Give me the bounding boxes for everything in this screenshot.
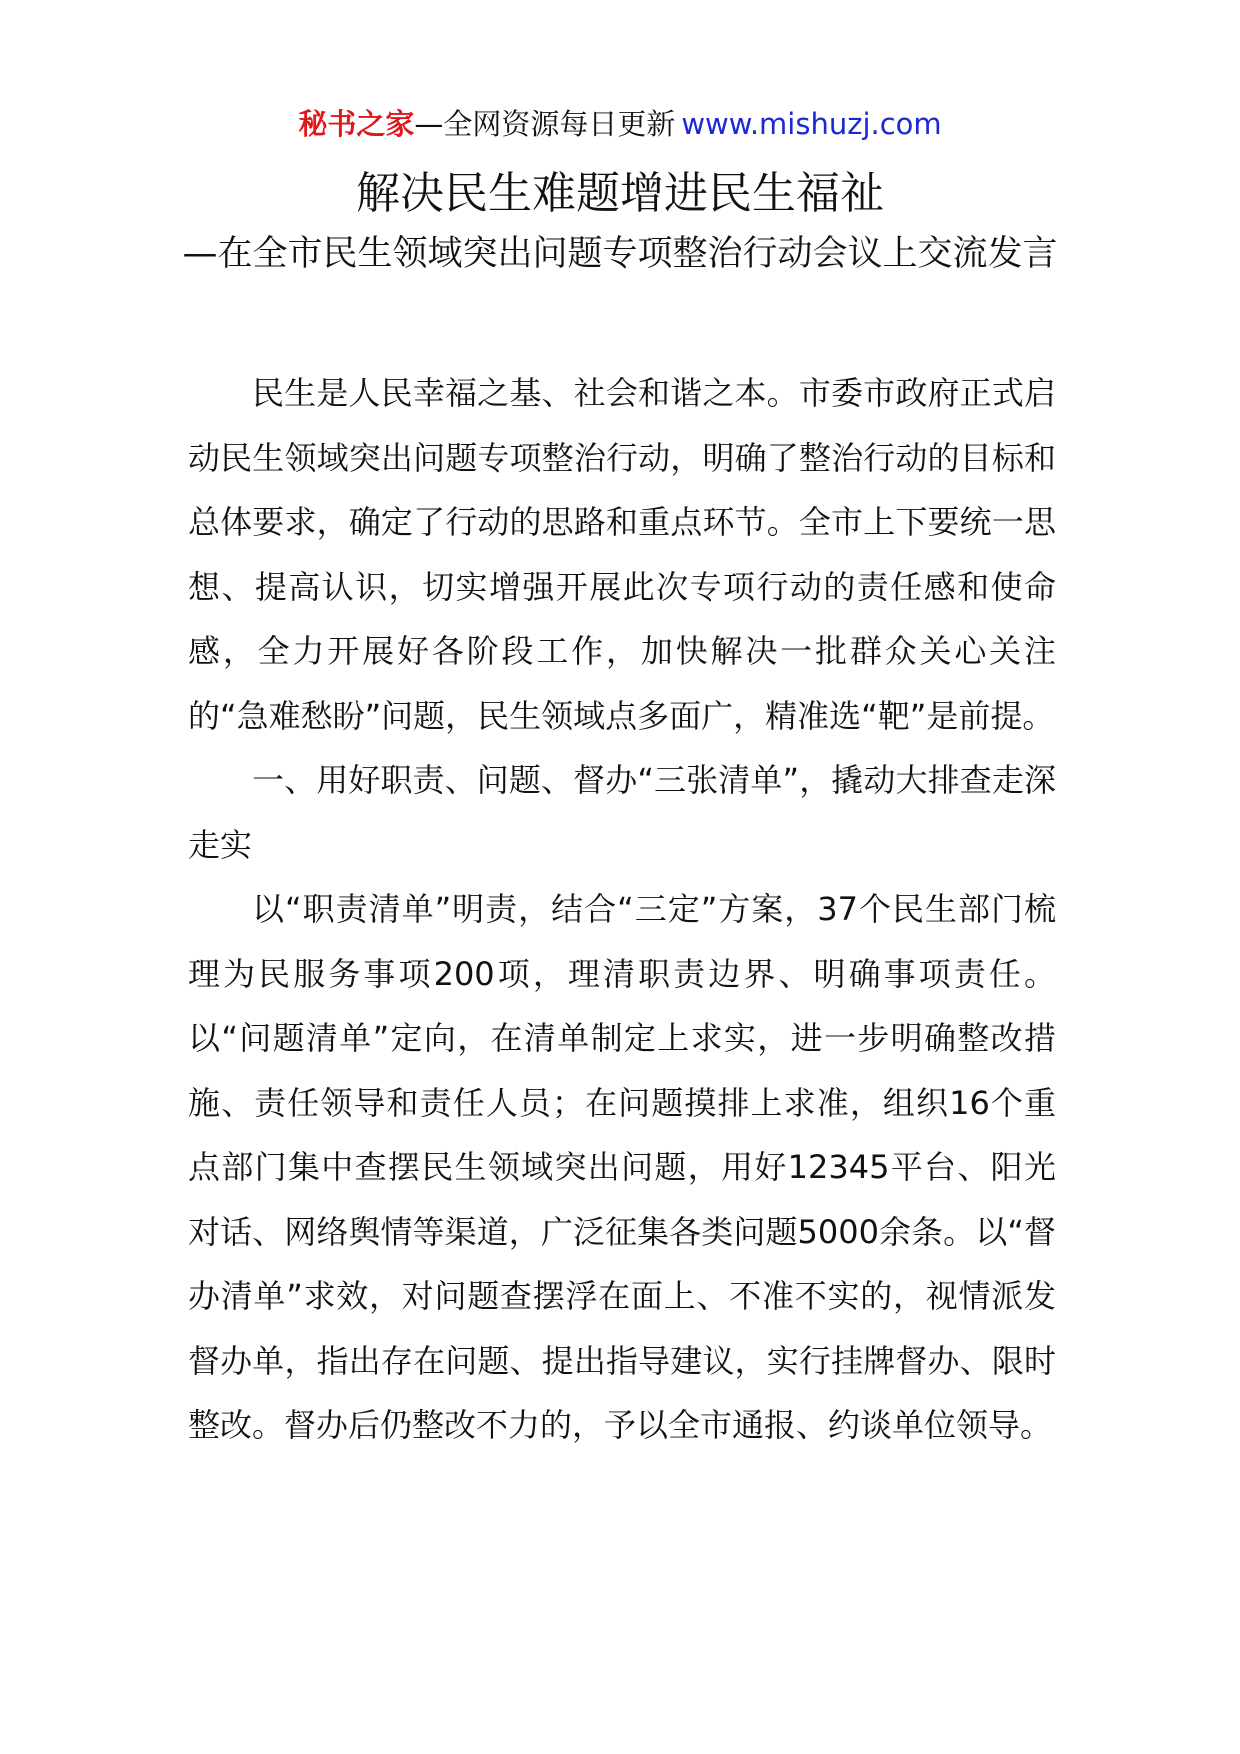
header-tagline: —全网资源每日更新 [414,107,676,141]
document-subtitle: —在全市民生领域突出问题专项整治行动会议上交流发言 [182,234,1058,274]
site-header [0,104,1240,144]
paragraph-intro: 民生是人民幸福之基、社会和谐之本。市委市政府正式启动民生领域突出问题专项整治行动，明确了整治行动的目标和总体要求，确定了行动的思路和重点环节。全市上下要统一思想、提高认识，切实增强开展此次专项行动的责任感和使命感，全力开展好各阶段工作，加快解决一批群众关心关注的“急难愁盼”问题，民生领域点多面广，精准选“靶”是前提。 [188,374,1056,735]
brand-name: 秘书之家 [298,107,415,141]
paragraph-section-1: 以“职责清单”明责，结合“三定”方案，37个民生部门梳理为民服务事项200项，理清职责边界、明确事项责任。以“问题清单”定向，在清单制定上求实，进一步明确整改措施、责任领导和责任人员；在问题摸排上求准，组织16个重点部门集中查摆民生领域突出问题，用好12345平台、阳光对话、网络舆情等渠道，广泛征集各类问题5000余条。以“督办清单”求效，对问题查摆浮在面上、不准不实的，视情派发督办单，指出存在问题、提出指导建议，实行挂牌督办、限时整改。督办后仍整改不力的，予以全市通报、约谈单位领导。 [188,890,1056,1444]
document-body [188,361,1056,1458]
site-url-link[interactable]: www.mishuzj.com [681,107,942,141]
section-heading-1: 一、用好职责、问题、督办“三张清单”，撬动大排查走深走实 [188,761,1056,864]
document-title: 解决民生难题增进民生福祉 [356,168,884,219]
